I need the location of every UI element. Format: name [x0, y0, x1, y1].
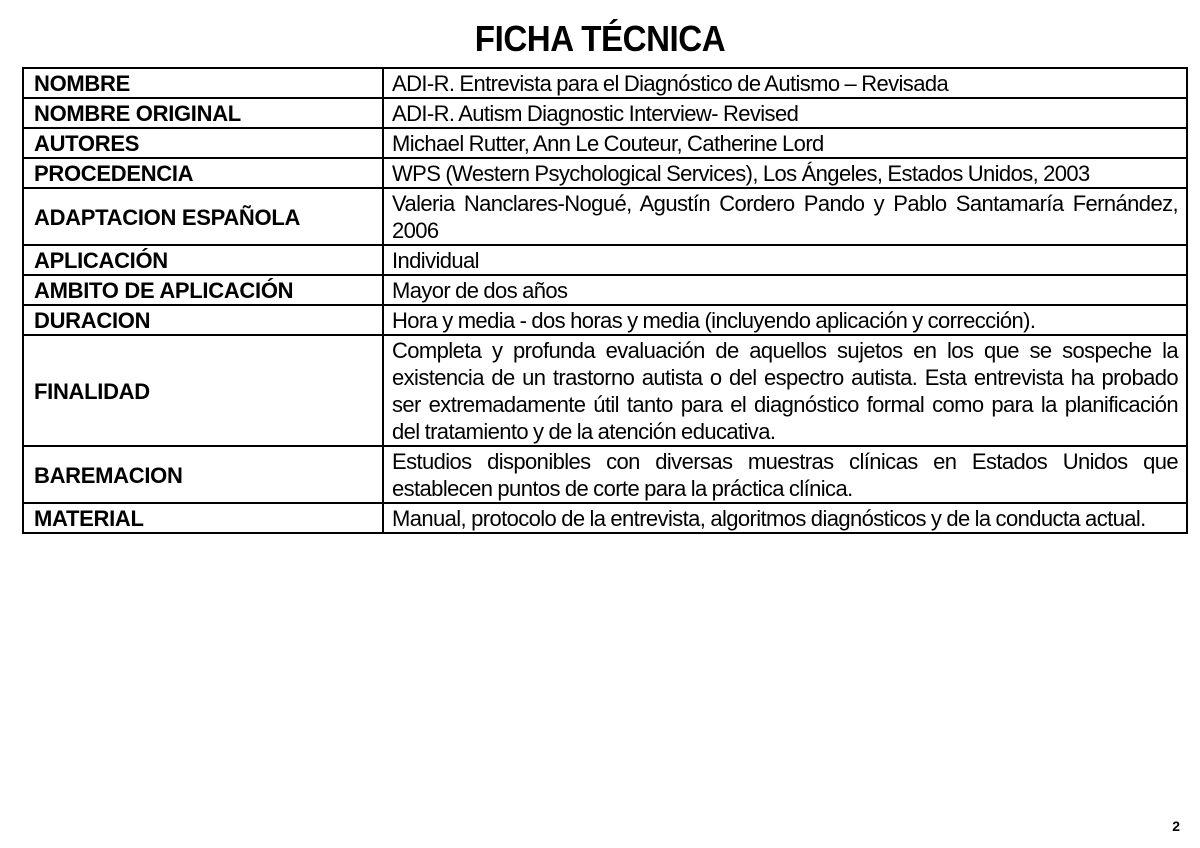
- row-label: NOMBRE ORIGINAL: [23, 98, 383, 128]
- row-value: Estudios disponibles con diversas muestras clínicas en Estados Unidos que establecen puntos de corte para la práctica clínica.: [383, 446, 1187, 503]
- page-title: FICHA TÉCNICA: [474, 18, 726, 59]
- row-value: WPS (Western Psychological Services), Los Ángeles, Estados Unidos, 2003: [383, 158, 1187, 188]
- row-value: ADI-R. Entrevista para el Diagnóstico de Autismo – Revisada: [383, 68, 1187, 98]
- row-value: ADI-R. Autism Diagnostic Interview- Revised: [383, 98, 1187, 128]
- row-value: Individual: [383, 245, 1187, 275]
- row-value: Completa y profunda evaluación de aquellos sujetos en los que se sospeche la existencia de un trastorno autista o del espectro autista. Esta entrevista ha probado ser extremadamente útil tanto para el diagnóstico formal como para la planificación del tratamiento y de la atención educativa.: [383, 335, 1187, 446]
- technical-sheet-table: [22, 67, 1188, 534]
- row-label: FINALIDAD: [23, 335, 383, 446]
- table-row: [23, 305, 1187, 335]
- page-number: 2: [1172, 818, 1180, 834]
- row-value: Mayor de dos años: [383, 275, 1187, 305]
- row-label: AMBITO DE APLICACIÓN: [23, 275, 383, 305]
- row-label: ADAPTACION ESPAÑOLA: [23, 188, 383, 245]
- table-row: [23, 446, 1187, 503]
- table-row: [23, 335, 1187, 446]
- table-row: [23, 158, 1187, 188]
- table-row: [23, 98, 1187, 128]
- table-row: [23, 245, 1187, 275]
- table-row: [23, 503, 1187, 533]
- table-row: [23, 188, 1187, 245]
- row-value: Manual, protocolo de la entrevista, algoritmos diagnósticos y de la conducta actual.: [383, 503, 1187, 533]
- row-label: NOMBRE: [23, 68, 383, 98]
- row-value: Michael Rutter, Ann Le Couteur, Catherine Lord: [383, 128, 1187, 158]
- row-value: Valeria Nanclares-Nogué, Agustín Cordero Pando y Pablo Santamaría Fernández, 2006: [383, 188, 1187, 245]
- row-label: DURACION: [23, 305, 383, 335]
- row-label: BAREMACION: [23, 446, 383, 503]
- row-label: PROCEDENCIA: [23, 158, 383, 188]
- row-value: Hora y media - dos horas y media (incluyendo aplicación y corrección).: [383, 305, 1187, 335]
- row-label: APLICACIÓN: [23, 245, 383, 275]
- table-row: [23, 68, 1187, 98]
- row-label: AUTORES: [23, 128, 383, 158]
- row-label: MATERIAL: [23, 503, 383, 533]
- table-row: [23, 128, 1187, 158]
- table-row: [23, 275, 1187, 305]
